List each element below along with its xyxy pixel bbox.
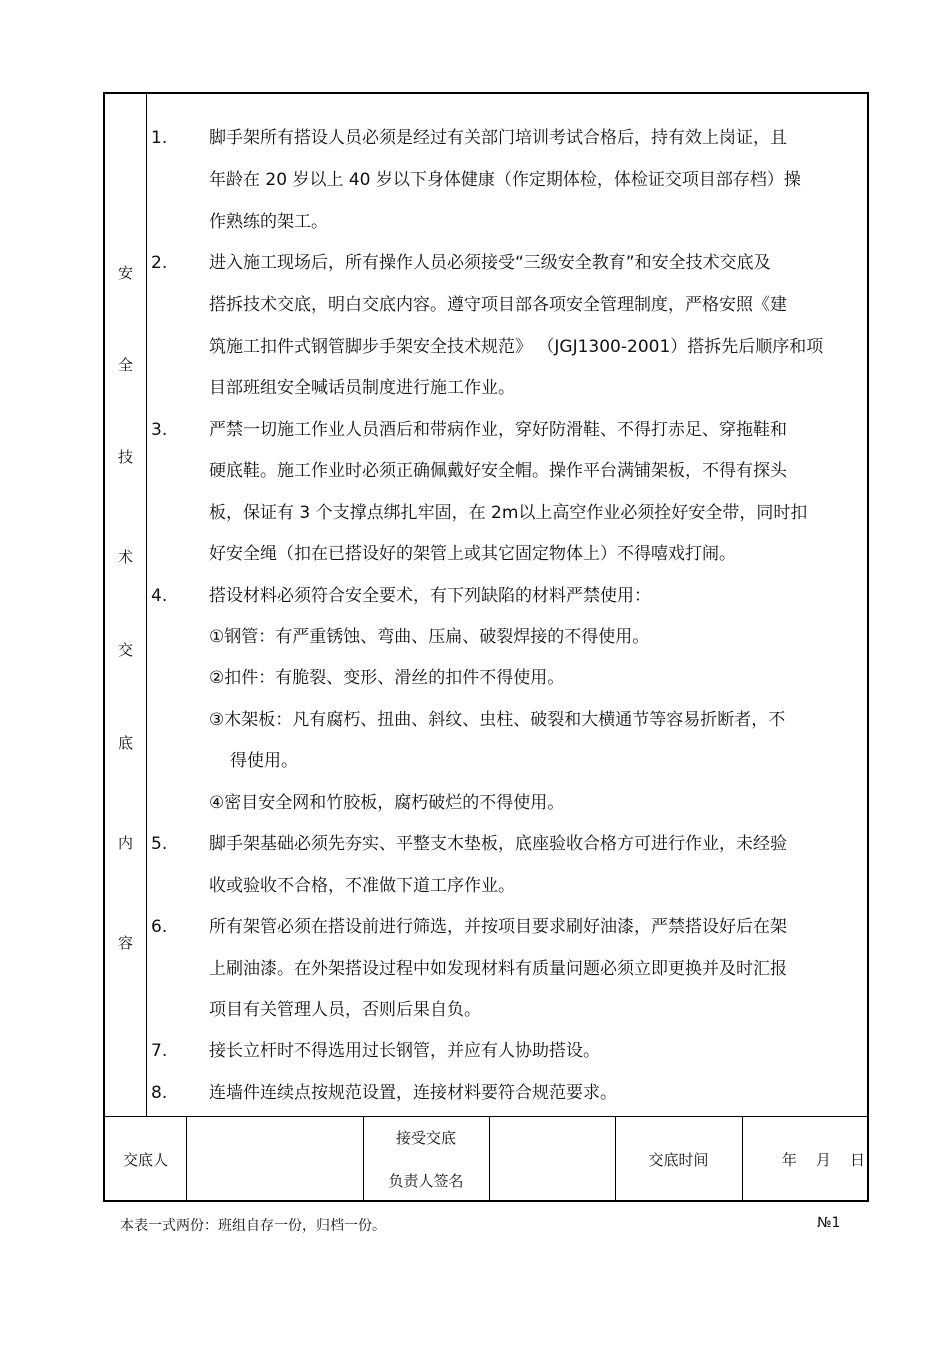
presenter-label-cell (105, 1117, 187, 1200)
item-number: 6. (151, 917, 168, 937)
item-line: 脚手架所有搭设人员必须是经过有关部门培训考试合格后，持有效上岗证，且 (209, 128, 787, 148)
item-line: 项目有关管理人员，否则后果自负。 (209, 1000, 481, 1020)
side-char: 术 (117, 548, 133, 566)
item-line: 筑施工扣件式钢管脚步手架安全技术规范》 （JGJ1300-2001）搭拆先后顺序和项 (209, 337, 824, 357)
item-line: ④密目安全网和竹胶板，腐朽破烂的不得使用。 (209, 793, 565, 813)
side-label-column (105, 94, 147, 1116)
side-char: 交 (117, 641, 133, 659)
time-label-cell (615, 1117, 743, 1200)
item-line: 脚手架基础必须先夯实、平整支木垫板，底座验收合格方可进行作业，未经验 (209, 834, 787, 854)
receiver-label-line2: 负责人签名 (388, 1172, 464, 1190)
presenter-signature-cell[interactable] (186, 1117, 364, 1200)
item-line: 上刷油漆。在外架搭设过程中如发现材料有质量问题必须立即更换并及时汇报 (209, 959, 787, 979)
item-line: 作熟练的架工。 (209, 212, 328, 232)
item-number: 8. (151, 1083, 168, 1103)
item-line: 搭设材料必须符合安全要术，有下列缺陷的材料严禁使用： (209, 586, 651, 606)
item-line: ①钢管：有严重锈蚀、弯曲、压扁、破裂焊接的不得使用。 (209, 627, 650, 647)
item-line: 好安全绳（扣在已搭设好的架管上或其它固定物体上）不得嘻戏打闹。 (209, 544, 736, 564)
item-line: 严禁一切施工作业人员酒后和带病作业，穿好防滑鞋、不得打赤足、穿拖鞋和 (209, 420, 787, 440)
item-line: 板，保证有 3 个支撑点绑扎牢固，在 2m以上高空作业必须拴好安全带，同时扣 (209, 503, 808, 523)
receiver-label-cell (363, 1117, 490, 1200)
side-char: 技 (117, 448, 133, 466)
item-number: 2. (151, 253, 168, 273)
item-number: 5. (151, 834, 168, 854)
time-label: 交底时间 (648, 1151, 709, 1169)
item-line: 得使用。 (230, 751, 298, 771)
item-line: 年龄在 20 岁以上 40 岁以下身体健康（作定期体检，体检证交项目部存档）操 (209, 170, 801, 190)
item-line: 所有架管必须在搭设前进行筛选，并按项目要求刷好油漆，严禁搭设好后在架 (209, 917, 787, 937)
item-line: ②扣件：有脆裂、变形、滑丝的扣件不得使用。 (209, 668, 565, 688)
item-line: 硬底鞋。施工作业时必须正确佩戴好安全帽。操作平台满铺架板，不得有探头 (209, 461, 787, 481)
item-line: 目部班组安全喊话员制度进行施工作业。 (209, 378, 515, 398)
item-number: 3. (151, 420, 168, 440)
item-line: 搭拆技术交底，明白交底内容。遵守项目部各项安全管理制度，严格安照《建 (209, 295, 787, 315)
side-char: 容 (117, 934, 133, 952)
page-number: №1 (817, 1215, 841, 1231)
date-label: 年 月 日 (781, 1151, 865, 1169)
receiver-label-line1: 接受交底 (395, 1129, 456, 1147)
item-number: 4. (151, 586, 168, 606)
presenter-label: 交底人 (122, 1151, 168, 1169)
item-number: 1. (151, 128, 168, 148)
side-char: 安 (117, 264, 133, 282)
item-line: 收或验收不合格，不准做下道工序作业。 (209, 876, 515, 896)
item-line: 接长立杆时不得选用过长钢管，并应有人协助搭设。 (209, 1041, 600, 1061)
receiver-signature-cell[interactable] (489, 1117, 616, 1200)
content-area (146, 94, 867, 1116)
item-number: 7. (151, 1041, 168, 1061)
copies-note: 本表一式两份：班组自存一份，归档一份。 (120, 1218, 386, 1234)
item-line: 进入施工现场后，所有操作人员必须接受“三级安全教育”和安全技术交底及 (209, 253, 771, 273)
date-cell[interactable] (742, 1117, 867, 1200)
disclosure-table (103, 92, 869, 1202)
side-char: 全 (117, 356, 133, 374)
side-char: 底 (117, 734, 133, 752)
side-char: 内 (117, 834, 133, 852)
item-line: 连墙件连续点按规范设置，连接材料要符合规范要求。 (209, 1083, 617, 1103)
signature-row (105, 1116, 867, 1200)
item-line: ③木架板：凡有腐朽、扭曲、斜纹、虫柱、破裂和大横通节等容易折断者，不 (209, 710, 786, 730)
